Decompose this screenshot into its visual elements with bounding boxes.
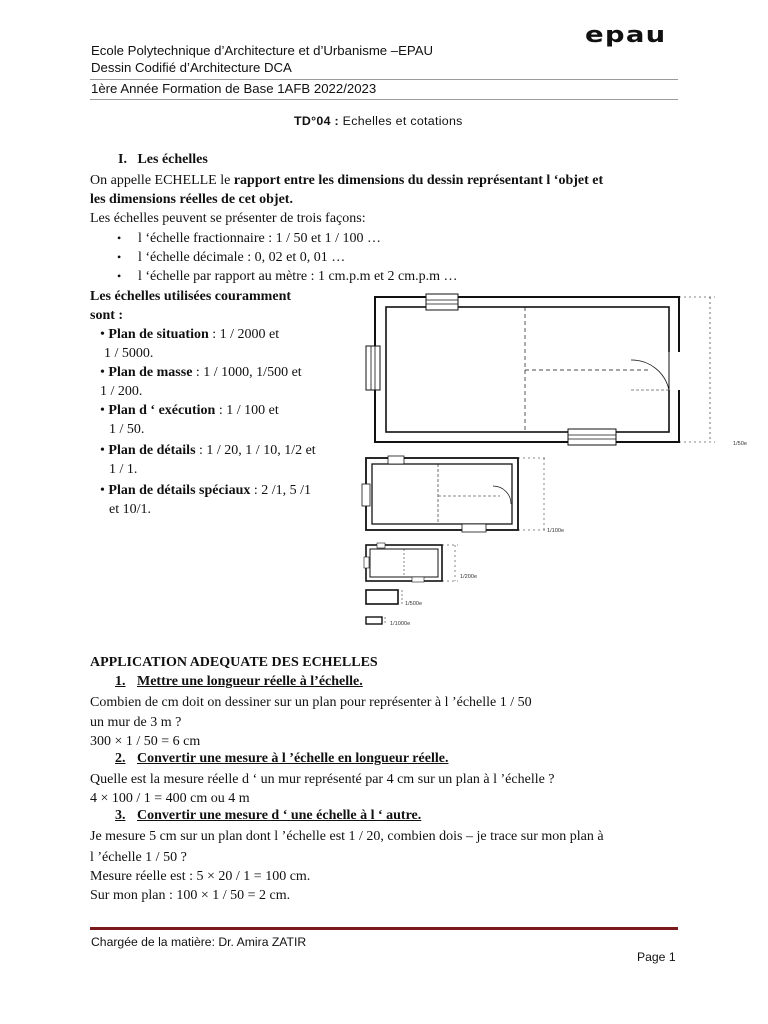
application-formula: Sur mon plan : 100 × 1 / 50 = 2 cm. <box>90 888 291 903</box>
scale-item-masse: • Plan de masse : 1 / 1000, 1/500 et <box>100 365 302 380</box>
class-year: 1ère Année Formation de Base 1AFB 2022/2023 <box>91 81 377 96</box>
scale-label: 1/1000e <box>390 621 411 627</box>
epau-logo: epau <box>585 23 667 48</box>
plan-1-500 <box>366 590 402 604</box>
application-heading-1: 1. Mettre une longueur réelle à l’échelle. <box>115 674 363 689</box>
application-text: Combien de cm doit on dessiner sur un plan pour représenter à l ’échelle 1 / 50 <box>90 695 532 710</box>
application-text: Je mesure 5 cm sur un plan dont l ’échelle est 1 / 20, combien dois – je trace sur mon plan à <box>90 829 604 844</box>
scale-item-situation: • Plan de situation : 1 / 2000 et <box>100 327 280 342</box>
application-text: l ’échelle 1 / 50 ? <box>90 850 187 865</box>
used-scales-title: Les échelles utilisées couramment <box>90 289 292 304</box>
definition-line-2: les dimensions réelles de cet objet. <box>90 192 293 207</box>
bullet-icon: • <box>117 231 122 245</box>
application-formula: 300 × 1 / 50 = 6 cm <box>90 734 201 749</box>
ways-intro: Les échelles peuvent se présenter de trois façons: <box>90 211 366 226</box>
scale-item-details: • Plan de détails : 1 / 20, 1 / 10, 1/2 et <box>100 443 316 458</box>
author: Chargée de la matière: Dr. Amira ZATIR <box>91 935 307 949</box>
scale-item-execution: • Plan d ‘ exécution : 1 / 100 et <box>100 403 279 418</box>
plan-1-50 <box>366 294 715 445</box>
application-title: APPLICATION ADEQUATE DES ECHELLES <box>90 655 378 670</box>
page-number: Page 1 <box>637 950 676 964</box>
section-heading <box>118 152 208 168</box>
scale-label: 1/500e <box>405 601 423 607</box>
definition-line-1: On appelle ECHELLE le rapport entre les dimensions du dessin représentant l ‘objet et <box>90 173 604 188</box>
list-item: l ‘échelle décimale : 0, 02 et 0, 01 … <box>138 250 346 265</box>
list-item: l ‘échelle fractionnaire : 1 / 50 et 1 / 100 … <box>138 231 381 246</box>
scale-label: 1/50e <box>733 441 747 447</box>
application-heading-3: 3. Convertir une mesure d ‘ une échelle à l ‘ autre. <box>115 808 422 823</box>
bullet-icon: • <box>117 250 122 264</box>
td-number: TD°04 : <box>294 114 339 128</box>
section-title: Les échelles <box>137 152 208 167</box>
scale-label: 1/200e <box>460 574 478 580</box>
used-scales-title-2: sont : <box>90 308 124 323</box>
scale-item-execution-cont: 1 / 50. <box>109 422 145 437</box>
plan-1-200 <box>364 543 458 582</box>
scale-item-masse-cont: 1 / 200. <box>100 384 143 399</box>
td-title <box>294 114 463 128</box>
course-name: Dessin Codifié d’Architecture DCA <box>91 60 292 75</box>
section-number: I. <box>118 152 127 167</box>
scale-item-situation-cont: 1 / 5000. <box>104 346 154 361</box>
school-name: Ecole Polytechnique d’Architecture et d’Urbanisme –EPAU <box>91 43 434 58</box>
scale-item-details-cont: 1 / 1. <box>109 462 138 477</box>
bullet-icon: • <box>117 269 122 283</box>
scale-item-special: • Plan de détails spéciaux : 2 /1, 5 /1 <box>100 483 312 498</box>
list-item: l ‘échelle par rapport au mètre : 1 cm.p.m et 2 cm.p.m … <box>138 269 458 284</box>
application-formula: Mesure réelle est : 5 × 20 / 1 = 100 cm. <box>90 869 311 884</box>
header-rule-2 <box>90 99 678 100</box>
plan-1-1000 <box>366 617 385 624</box>
application-heading-2: 2. Convertir une mesure à l ’échelle en longueur réelle. <box>115 751 449 766</box>
td-subject: Echelles et cotations <box>338 114 463 128</box>
plan-1-100 <box>362 456 548 532</box>
application-formula: 4 × 100 / 1 = 400 cm ou 4 m <box>90 791 250 806</box>
application-text: Quelle est la mesure réelle d ‘ un mur représenté par 4 cm sur un plan à l ’échelle ? <box>90 772 555 787</box>
application-text: un mur de 3 m ? <box>90 715 182 730</box>
header-rule <box>90 79 678 80</box>
footer-rule <box>90 927 678 930</box>
scale-plans-figure <box>350 286 750 636</box>
scale-label: 1/100e <box>547 528 565 534</box>
scale-item-special-cont: et 10/1. <box>109 502 151 517</box>
